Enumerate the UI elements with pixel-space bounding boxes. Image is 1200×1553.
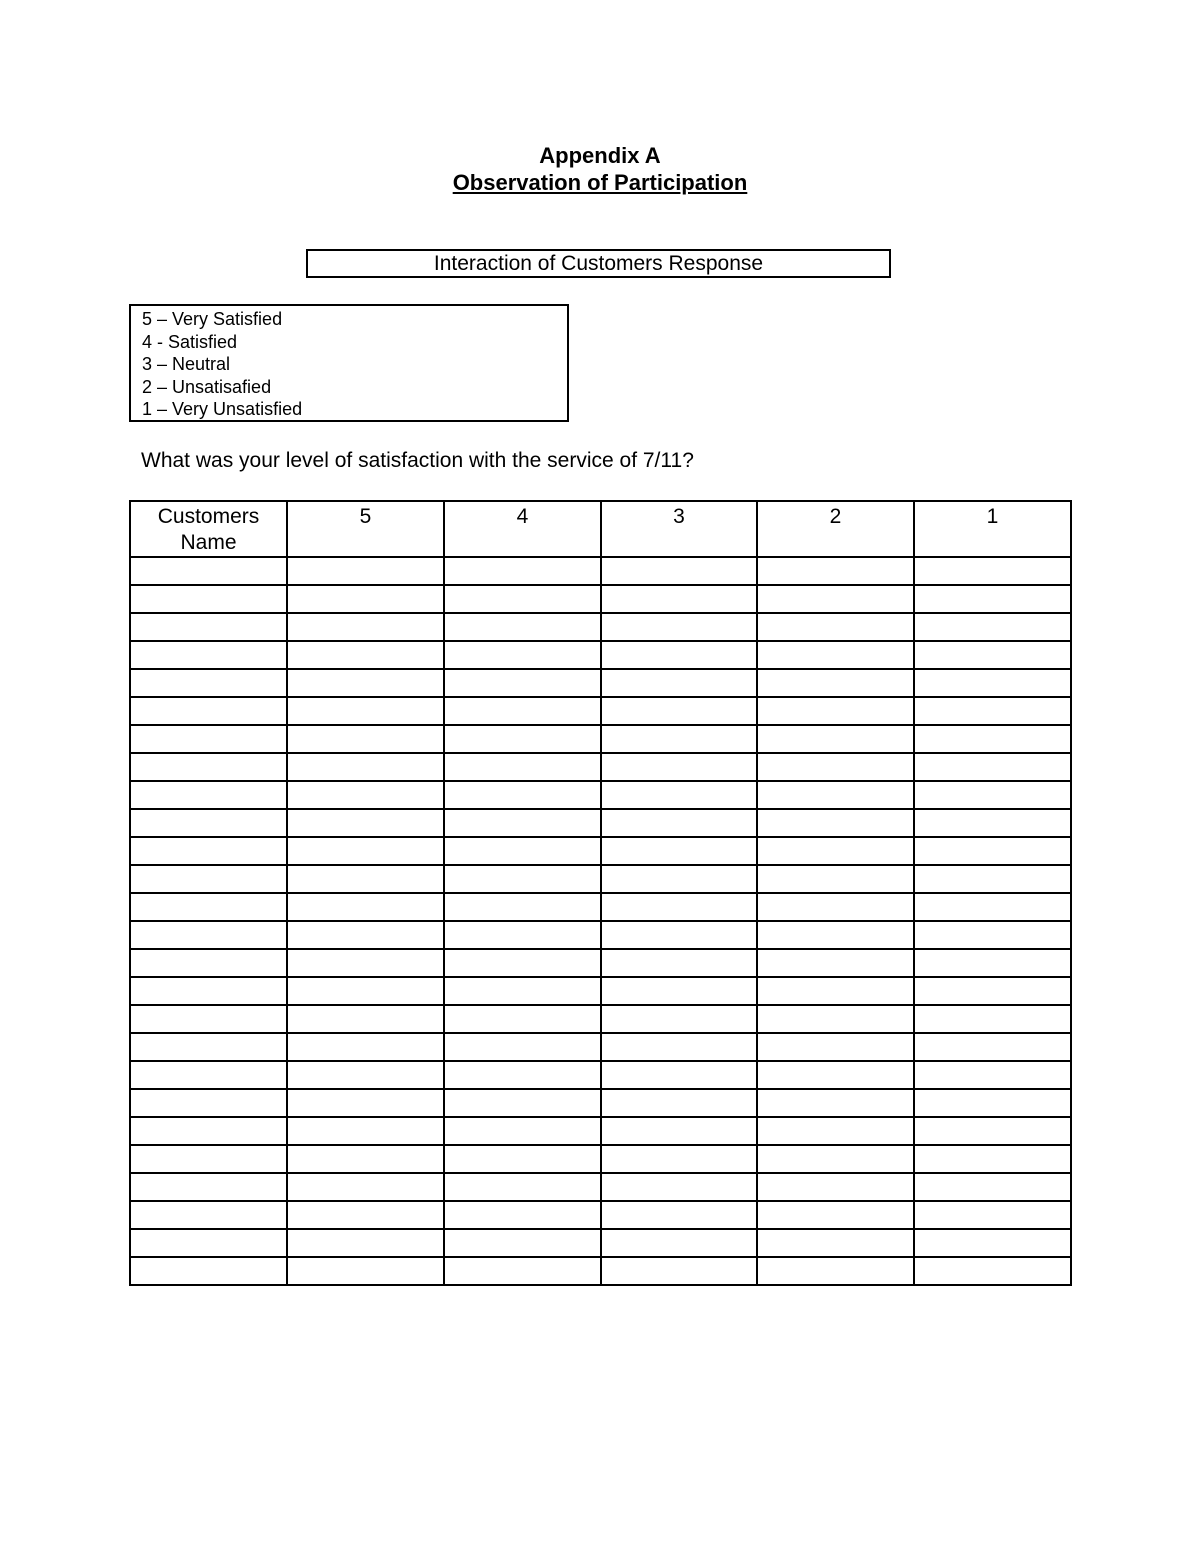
rating-cell[interactable]: [601, 1005, 757, 1033]
rating-cell[interactable]: [757, 1201, 914, 1229]
rating-cell[interactable]: [444, 641, 601, 669]
customer-name-cell[interactable]: [130, 1201, 287, 1229]
legend-item-5: 5 – Very Satisfied: [142, 309, 283, 329]
rating-cell[interactable]: [287, 753, 444, 781]
rating-cell[interactable]: [287, 1201, 444, 1229]
rating-cell[interactable]: [444, 1005, 601, 1033]
rating-cell[interactable]: [444, 893, 601, 921]
rating-cell[interactable]: [914, 1005, 1071, 1033]
rating-cell[interactable]: [601, 1229, 757, 1257]
rating-cell[interactable]: [287, 977, 444, 1005]
rating-cell[interactable]: [914, 893, 1071, 921]
rating-cell[interactable]: [287, 921, 444, 949]
rating-cell[interactable]: [914, 1061, 1071, 1089]
customer-name-cell[interactable]: [130, 837, 287, 865]
rating-cell[interactable]: [757, 557, 914, 585]
rating-cell[interactable]: [444, 1257, 601, 1285]
rating-cell[interactable]: [601, 557, 757, 585]
rating-cell[interactable]: [287, 1229, 444, 1257]
rating-cell[interactable]: [914, 949, 1071, 977]
table-row: [130, 1201, 1071, 1229]
rating-cell[interactable]: [287, 781, 444, 809]
rating-cell[interactable]: [444, 1061, 601, 1089]
rating-cell[interactable]: [287, 697, 444, 725]
rating-cell[interactable]: [757, 1033, 914, 1061]
table-row: [130, 725, 1071, 753]
rating-cell[interactable]: [287, 613, 444, 641]
rating-cell[interactable]: [287, 641, 444, 669]
rating-cell[interactable]: [601, 585, 757, 613]
customer-name-cell[interactable]: [130, 1033, 287, 1061]
rating-cell[interactable]: [444, 837, 601, 865]
rating-cell[interactable]: [757, 753, 914, 781]
rating-cell[interactable]: [287, 585, 444, 613]
customer-name-cell[interactable]: [130, 809, 287, 837]
rating-cell[interactable]: [757, 725, 914, 753]
column-header-4: 4: [444, 501, 601, 557]
column-header-2: 2: [757, 501, 914, 557]
rating-cell[interactable]: [757, 613, 914, 641]
customer-name-cell[interactable]: [130, 613, 287, 641]
rating-cell[interactable]: [601, 809, 757, 837]
table-row: [130, 1117, 1071, 1145]
rating-cell[interactable]: [757, 1089, 914, 1117]
rating-cell[interactable]: [914, 1089, 1071, 1117]
table-row: [130, 557, 1071, 585]
rating-cell[interactable]: [914, 1117, 1071, 1145]
rating-cell[interactable]: [444, 1173, 601, 1201]
rating-cell[interactable]: [444, 977, 601, 1005]
rating-cell[interactable]: [444, 585, 601, 613]
rating-cell[interactable]: [914, 1201, 1071, 1229]
table-row: [130, 1257, 1071, 1285]
rating-cell[interactable]: [914, 725, 1071, 753]
rating-cell[interactable]: [444, 613, 601, 641]
rating-cell[interactable]: [757, 893, 914, 921]
rating-cell[interactable]: [601, 1033, 757, 1061]
rating-cell[interactable]: [601, 613, 757, 641]
rating-legend: [129, 304, 569, 422]
table-header-row: [130, 501, 1071, 557]
customer-name-cell[interactable]: [130, 1089, 287, 1117]
table-row: [130, 1229, 1071, 1257]
page-title: Observation of Participation: [452, 170, 748, 195]
table-row: [130, 865, 1071, 893]
rating-cell[interactable]: [601, 725, 757, 753]
rating-cell[interactable]: [757, 641, 914, 669]
rating-cell[interactable]: [757, 809, 914, 837]
rating-cell[interactable]: [914, 837, 1071, 865]
rating-cell[interactable]: [444, 949, 601, 977]
table-row: [130, 809, 1071, 837]
rating-cell[interactable]: [287, 893, 444, 921]
rating-cell[interactable]: [287, 1145, 444, 1173]
table-row: [130, 781, 1071, 809]
rating-cell[interactable]: [757, 1257, 914, 1285]
legend-item-2: 2 – Unsatisafied: [142, 376, 272, 397]
rating-cell[interactable]: [757, 585, 914, 613]
rating-cell[interactable]: [914, 781, 1071, 809]
rating-cell[interactable]: [757, 1229, 914, 1257]
rating-cell[interactable]: [601, 781, 757, 809]
customer-name-cell[interactable]: [130, 921, 287, 949]
rating-cell[interactable]: [601, 753, 757, 781]
rating-cell[interactable]: [601, 669, 757, 697]
customer-name-cell[interactable]: [130, 1061, 287, 1089]
rating-cell[interactable]: [757, 1173, 914, 1201]
rating-cell[interactable]: [601, 865, 757, 893]
rating-cell[interactable]: [444, 1145, 601, 1173]
rating-cell[interactable]: [287, 669, 444, 697]
customer-name-cell[interactable]: [130, 1117, 287, 1145]
rating-cell[interactable]: [757, 837, 914, 865]
rating-cell[interactable]: [757, 977, 914, 1005]
rating-cell[interactable]: [757, 1005, 914, 1033]
customer-name-cell[interactable]: [130, 977, 287, 1005]
rating-cell[interactable]: [914, 865, 1071, 893]
table-row: [130, 753, 1071, 781]
rating-cell[interactable]: [444, 1117, 601, 1145]
table-row: [130, 893, 1071, 921]
customer-name-cell[interactable]: [130, 641, 287, 669]
table-row: [130, 1033, 1071, 1061]
rating-cell[interactable]: [601, 1061, 757, 1089]
rating-cell[interactable]: [601, 641, 757, 669]
column-header-1: 1: [914, 501, 1071, 557]
customer-name-cell[interactable]: [130, 1257, 287, 1285]
customer-name-cell[interactable]: [130, 1005, 287, 1033]
rating-cell[interactable]: [444, 921, 601, 949]
column-header-customers-name: Customers Name: [130, 501, 287, 557]
rating-cell[interactable]: [914, 1033, 1071, 1061]
rating-cell[interactable]: [444, 753, 601, 781]
customer-name-cell[interactable]: [130, 893, 287, 921]
survey-question: What was your level of satisfaction with the service of 7/11?: [141, 449, 694, 472]
rating-cell[interactable]: [757, 1117, 914, 1145]
customer-name-cell[interactable]: [130, 557, 287, 585]
section-title: Interaction of Customers Response: [433, 252, 764, 275]
legend-item-1: 1 – Very Unsatisfied: [142, 399, 303, 419]
table-row: [130, 921, 1071, 949]
rating-cell[interactable]: [914, 669, 1071, 697]
rating-cell[interactable]: [914, 1257, 1071, 1285]
table-row: [130, 669, 1071, 697]
column-header-5: 5: [287, 501, 444, 557]
rating-cell[interactable]: [444, 781, 601, 809]
customer-name-cell[interactable]: [130, 697, 287, 725]
rating-cell[interactable]: [287, 1061, 444, 1089]
rating-cell[interactable]: [601, 949, 757, 977]
rating-cell[interactable]: [914, 557, 1071, 585]
rating-cell[interactable]: [287, 809, 444, 837]
rating-cell[interactable]: [914, 613, 1071, 641]
table-row: [130, 949, 1071, 977]
rating-cell[interactable]: [601, 1089, 757, 1117]
rating-cell[interactable]: [601, 1201, 757, 1229]
legend-item-4: 4 - Satisfied: [142, 331, 238, 352]
section-title-box: [306, 249, 891, 278]
customer-name-cell[interactable]: [130, 753, 287, 781]
rating-cell[interactable]: [601, 893, 757, 921]
table-row: [130, 1145, 1071, 1173]
customer-name-cell[interactable]: [130, 949, 287, 977]
rating-cell[interactable]: [444, 1033, 601, 1061]
customer-name-cell[interactable]: [130, 669, 287, 697]
rating-cell[interactable]: [287, 949, 444, 977]
rating-cell[interactable]: [601, 697, 757, 725]
rating-cell[interactable]: [601, 837, 757, 865]
rating-cell[interactable]: [601, 977, 757, 1005]
rating-cell[interactable]: [601, 1145, 757, 1173]
rating-cell[interactable]: [444, 1201, 601, 1229]
table-row: [130, 1173, 1071, 1201]
customer-name-cell[interactable]: [130, 585, 287, 613]
table-row: [130, 697, 1071, 725]
customer-name-cell[interactable]: [130, 1145, 287, 1173]
rating-cell[interactable]: [601, 1173, 757, 1201]
appendix-heading: Appendix A: [539, 143, 661, 168]
rating-cell[interactable]: [444, 1229, 601, 1257]
rating-cell[interactable]: [914, 1229, 1071, 1257]
table-row: [130, 613, 1071, 641]
rating-cell[interactable]: [914, 697, 1071, 725]
rating-cell[interactable]: [914, 753, 1071, 781]
rating-cell[interactable]: [601, 1117, 757, 1145]
rating-cell[interactable]: [287, 837, 444, 865]
rating-cell[interactable]: [444, 1089, 601, 1117]
rating-cell[interactable]: [914, 585, 1071, 613]
rating-cell[interactable]: [914, 977, 1071, 1005]
rating-cell[interactable]: [601, 1257, 757, 1285]
rating-cell[interactable]: [914, 921, 1071, 949]
rating-cell[interactable]: [757, 949, 914, 977]
rating-cell[interactable]: [757, 921, 914, 949]
rating-cell[interactable]: [914, 809, 1071, 837]
rating-table: [129, 500, 1072, 1286]
table-row: [130, 1089, 1071, 1117]
rating-cell[interactable]: [757, 1145, 914, 1173]
legend-item-3: 3 – Neutral: [142, 354, 231, 374]
rating-cell[interactable]: [287, 1033, 444, 1061]
rating-cell[interactable]: [287, 1089, 444, 1117]
rating-cell[interactable]: [287, 725, 444, 753]
table-row: [130, 1005, 1071, 1033]
customer-name-cell[interactable]: [130, 1229, 287, 1257]
rating-cell[interactable]: [444, 557, 601, 585]
rating-cell[interactable]: [287, 1173, 444, 1201]
table-row: [130, 977, 1071, 1005]
column-header-3: 3: [601, 501, 757, 557]
customer-name-cell[interactable]: [130, 725, 287, 753]
rating-cell[interactable]: [287, 1005, 444, 1033]
rating-cell[interactable]: [287, 1117, 444, 1145]
rating-cell[interactable]: [444, 697, 601, 725]
rating-cell[interactable]: [914, 1145, 1071, 1173]
customer-name-cell[interactable]: [130, 781, 287, 809]
rating-cell[interactable]: [757, 697, 914, 725]
table-row: [130, 641, 1071, 669]
rating-cell[interactable]: [444, 809, 601, 837]
rating-cell[interactable]: [287, 865, 444, 893]
rating-cell[interactable]: [757, 781, 914, 809]
rating-cell[interactable]: [444, 865, 601, 893]
rating-cell[interactable]: [757, 669, 914, 697]
rating-cell[interactable]: [914, 641, 1071, 669]
rating-cell[interactable]: [757, 1061, 914, 1089]
rating-cell[interactable]: [287, 557, 444, 585]
customer-name-cell[interactable]: [130, 1173, 287, 1201]
table-row: [130, 837, 1071, 865]
table-row: [130, 1061, 1071, 1089]
rating-cell[interactable]: [444, 725, 601, 753]
rating-cell[interactable]: [757, 865, 914, 893]
rating-cell[interactable]: [601, 921, 757, 949]
customer-name-cell[interactable]: [130, 865, 287, 893]
rating-cell[interactable]: [287, 1257, 444, 1285]
table-body: [130, 557, 1071, 1285]
table-row: [130, 585, 1071, 613]
rating-cell[interactable]: [444, 669, 601, 697]
rating-cell[interactable]: [914, 1173, 1071, 1201]
